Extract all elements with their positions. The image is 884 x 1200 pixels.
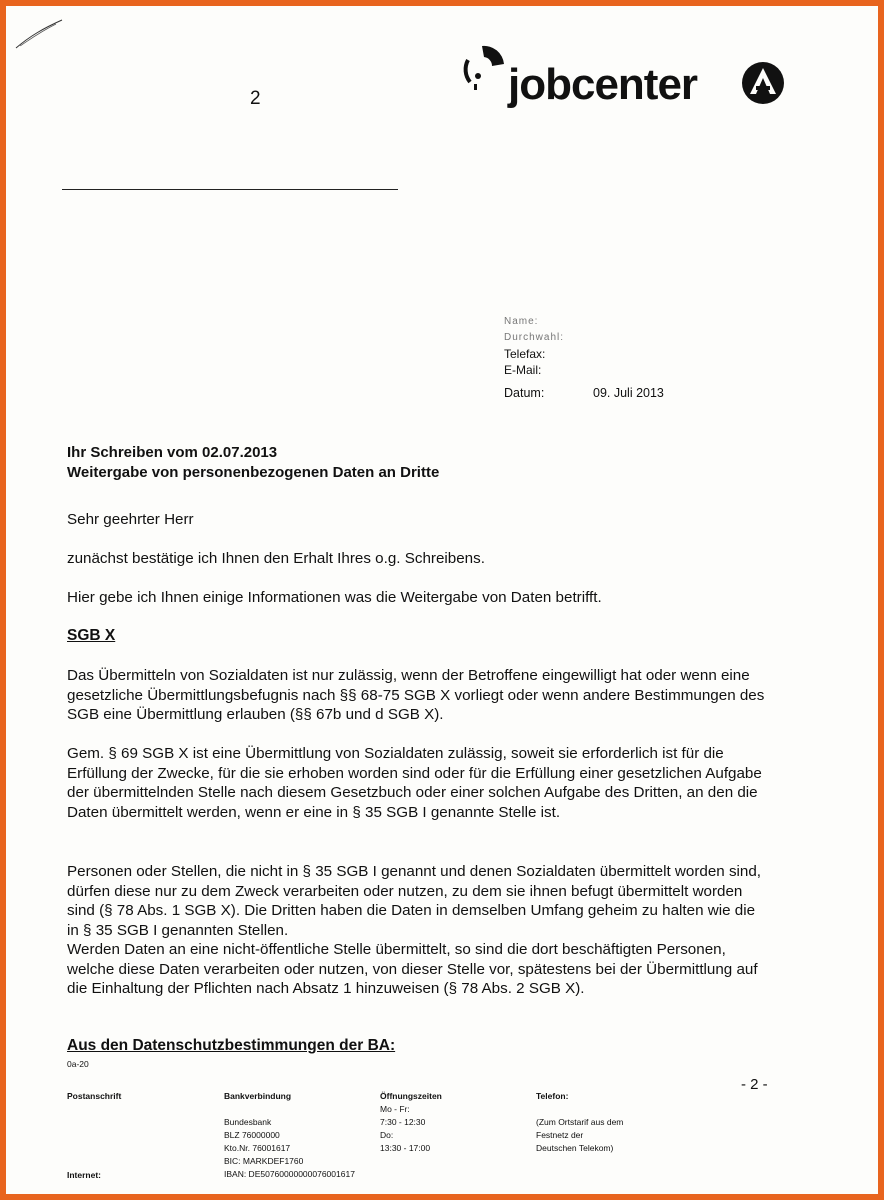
footer-postal [67, 1090, 121, 1103]
phone-note-1: (Zum Ortstarif aus dem [536, 1117, 624, 1127]
contact-block [504, 314, 564, 378]
date-label: Datum: [504, 386, 545, 400]
heading-sgb-x: SGB X [67, 627, 116, 644]
hours-days: Mo - Fr: [380, 1104, 410, 1114]
internet-label: Internet: [67, 1170, 101, 1180]
document-code: 0a-20 [67, 1059, 89, 1069]
paragraph-sgb-3: Personen oder Stellen, die nicht in § 35 SGB I genannt und denen Sozialdaten übermittelt worden sind, dürfen diese nur zu dem Zweck verarbeiten oder nutzen, zu dem sie ihnen befugt übermittelt worden sind (§ 78 Abs. 1 SGB X). Die Dritten haben die Daten in demselben Umfang geheim zu halten wie die in § 35 SGB I genannten Stellen. [67, 863, 762, 939]
hours-morning: 7:30 - 12:30 [380, 1117, 426, 1127]
durchwahl-label: Durchwahl: [504, 332, 565, 343]
next-page-indicator: - 2 - [741, 1076, 768, 1093]
email-label: E-Mail: [504, 363, 542, 377]
heading-ba-rules: Aus den Datenschutzbestimmungen der BA: [67, 1037, 396, 1054]
address-window-rule [62, 189, 398, 190]
jobcenter-logo [458, 38, 798, 122]
page-number: 2 [250, 88, 261, 109]
bank-bic: BIC: MARKDEF1760 [224, 1156, 304, 1166]
phone-note-2: Festnetz der [536, 1130, 584, 1140]
letter-page [6, 6, 878, 1194]
hours-afternoon: 13:30 - 17:00 [380, 1143, 431, 1153]
footer-internet [67, 1169, 101, 1182]
footer-bank [224, 1090, 355, 1181]
footer-hours [380, 1090, 442, 1155]
hours-label: Öffnungszeiten [380, 1091, 442, 1101]
paragraph-sgb-2: Gem. § 69 SGB X ist eine Übermittlung von Sozialdaten zulässig, soweit sie erforderlich ist für die Erfüllung der Zwecke, für die sie erhoben worden sind oder für die Erfüllung einer gesetzlichen Aufgabe der übermittelnden Stelle nach diesem Gesetzbuch oder einer solchen Aufgabe des Dritten, an den die Daten übermittelt werden, wenn er eine in § 35 SGB I genannte Stelle ist. [67, 745, 762, 821]
subject-block [67, 443, 439, 483]
pen-stroke-mark [10, 14, 70, 54]
bank-account: Kto.Nr. 76001617 [224, 1143, 291, 1153]
phone-label: Telefon: [536, 1091, 569, 1101]
bank-name: Bundesbank [224, 1117, 272, 1127]
subject-line-1: Ihr Schreiben vom 02.07.2013 [67, 444, 278, 461]
phone-note-3: Deutschen Telekom) [536, 1143, 614, 1153]
paragraph-sgb-1: Das Übermitteln von Sozialdaten ist nur zulässig, wenn der Betroffene eingewilligt hat oder wenn eine gesetzliche Übermittlungsbefugnis nach §§ 68-75 SGB X vorliegt oder wenn andere Bestimmungen des SGB eine Übermittlung erlauben (§§ 67b und d SGB X). [67, 667, 765, 724]
postanschrift-label: Postanschrift [67, 1091, 122, 1101]
bank-blz: BLZ 76000000 [224, 1130, 280, 1140]
date-value: 09. Juli 2013 [593, 386, 664, 400]
bank-label: Bankverbindung [224, 1091, 292, 1101]
paragraph-sgb-4: Werden Daten an eine nicht-öffentliche Stelle übermittelt, so sind die dort beschäftigten Personen, welche diese Daten verarbeiten oder nutzen, von dieser Stelle vor, spätestens bei der Übermittlung auf die Einhaltung der Pflichten nach Absatz 1 hinzuweisen (§ 78 Abs. 2 SGB X). [67, 941, 758, 998]
bank-iban: IBAN: DE50760000000076001617 [224, 1169, 355, 1179]
salutation: Sehr geehrter Herr [67, 511, 194, 528]
logo-emblem-icon [460, 42, 510, 100]
hours-thursday: Do: [380, 1130, 394, 1140]
agentur-arbeit-a-icon [740, 60, 786, 106]
paragraph-intro: Hier gebe ich Ihnen einige Informationen was die Weitergabe von Daten betrifft. [67, 589, 602, 606]
logo-wordmark: jobcenter [508, 60, 698, 109]
paragraph-receipt: zunächst bestätige ich Ihnen den Erhalt Ihres o.g. Schreibens. [67, 550, 485, 567]
name-label: Name: [504, 316, 539, 327]
footer-phone [536, 1090, 623, 1155]
subject-line-2: Weitergabe von personenbezogenen Daten an Dritte [67, 464, 440, 481]
telefax-label: Telefax: [504, 347, 546, 361]
